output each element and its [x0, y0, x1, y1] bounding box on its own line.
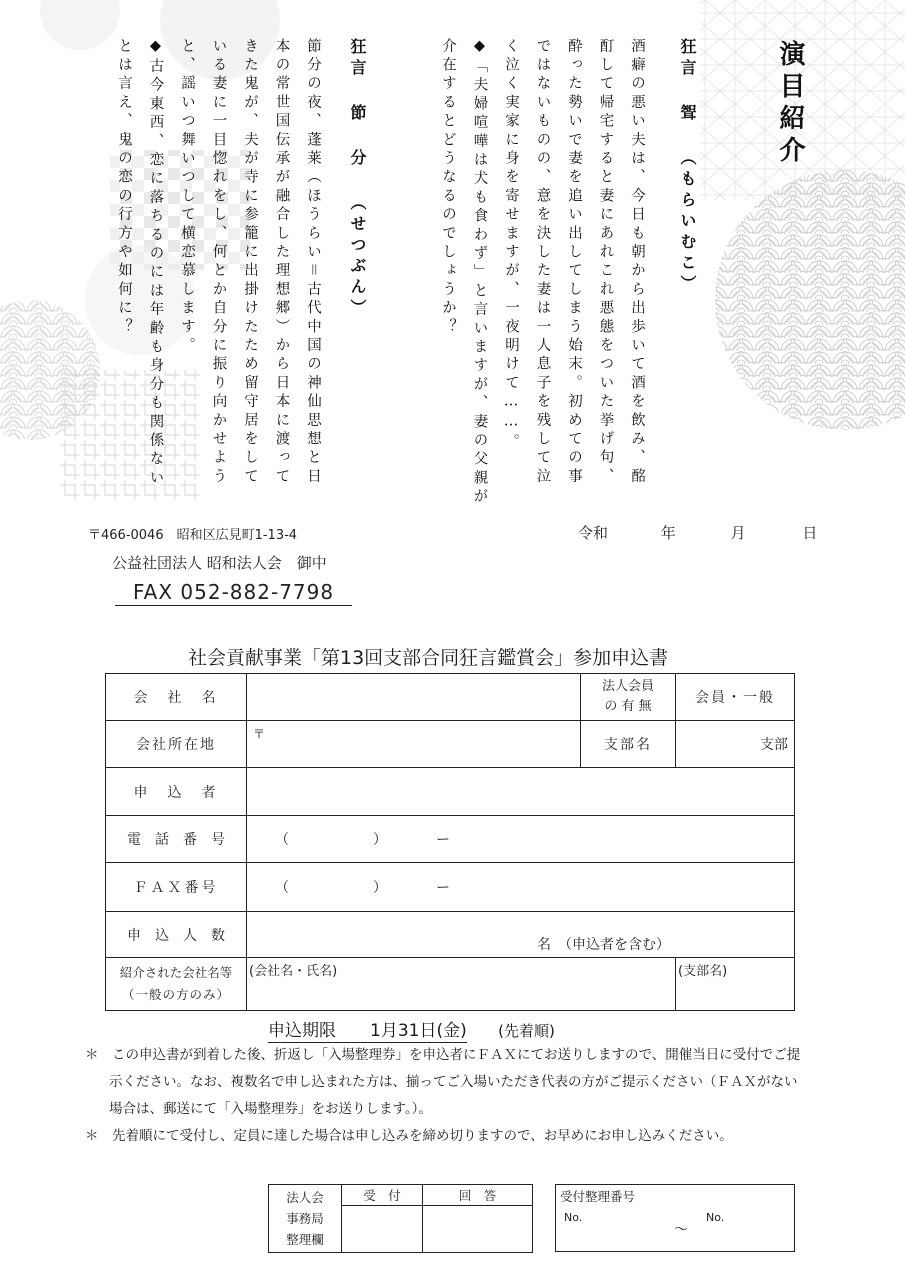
- intro-label-line2: （一般の方のみ）: [121, 987, 230, 1002]
- company-field[interactable]: [247, 674, 581, 721]
- reply-cell[interactable]: [423, 1185, 533, 1253]
- count-field[interactable]: [247, 912, 795, 958]
- intro-label-line1: 紹介された会社名等: [119, 965, 233, 980]
- phone-field[interactable]: （ ） ー: [247, 816, 795, 863]
- received-label: 受 付: [342, 1185, 422, 1206]
- seigaiha-circle: [715, 170, 905, 430]
- membership-label-line1: 法人会員: [601, 679, 654, 694]
- office-label-3: 整理欄: [286, 1232, 324, 1247]
- branch-label: 支部名: [581, 721, 676, 768]
- form-title: 社会貢献事業「第13回支部合同狂言鑑賞会」参加申込書: [188, 647, 669, 669]
- ticket-tilde: ～: [674, 1222, 688, 1238]
- phone-label: 電 話 番 号: [106, 816, 247, 863]
- fax-field[interactable]: （ ） ー: [247, 863, 795, 912]
- intro-company-label: (会社名・氏名): [249, 964, 338, 979]
- ticket-number-cell[interactable]: [556, 1185, 795, 1252]
- ticket-no-to: No.: [706, 1211, 725, 1224]
- play1-title: 狂言 聟 （もらいむこ）: [678, 38, 697, 296]
- office-label-2: 事務局: [286, 1211, 324, 1226]
- date-line: [578, 522, 817, 543]
- date-month: 月: [730, 524, 746, 542]
- application-form: [105, 673, 795, 1011]
- count-suffix: 名 （申込者を含む）: [537, 937, 670, 953]
- intro-company-field[interactable]: [247, 958, 676, 1011]
- section-title: 演目紹介: [775, 40, 805, 168]
- date-day: 日: [802, 524, 818, 542]
- intro-branch-label: (支部名): [678, 964, 728, 979]
- office-use-box: [268, 1184, 533, 1253]
- membership-label: [581, 674, 676, 721]
- play2-title: 狂言 節 分 （せつぶん）: [348, 38, 367, 320]
- membership-label-line2: の 有 無: [604, 699, 652, 714]
- play1-body: 酒癖の悪い夫は、今日も朝から出歩いて酒を飲み、酩 酊して帰宅すると妻にあれこれ悪態をついた挙げ句、 酔った勢いで妻を追い出してしまう始末。初めての事 ではないものの、意を決した妻は一人息子を残して泣 く泣く実家に身を寄せますが、一夜明けて……。 ◆「夫婦喧嘩は犬も食わず」と言いますが、妻の父親が 介在するとどうなるのでしょうか？: [440, 38, 645, 507]
- fax-label: ＦＡＸ番号: [106, 863, 247, 912]
- note-1: ＊ この申込書が到着した後、折返し「入場整理券」を申込者にＦＡＸにてお送りしますので、開催当日に受付でご提示ください。なお、複数名で申し込まれた方は、揃ってご入場いただき代表の方がご提示ください（ＦＡＸがない場合は、郵送にて「入場整理券」をお送りします。）。: [85, 1047, 801, 1117]
- notes: [85, 1042, 805, 1150]
- deadline: [268, 1016, 555, 1041]
- reply-label: 回 答: [423, 1185, 532, 1206]
- deadline-note: (先着順): [498, 1022, 555, 1040]
- fax-number: FAX 052-882-7798: [115, 580, 352, 606]
- intro-branch-field[interactable]: [676, 958, 795, 1011]
- received-cell[interactable]: [342, 1185, 423, 1253]
- ticket-number-label: 受付整理番号: [560, 1189, 636, 1204]
- applicant-label: 申 込 者: [106, 768, 247, 816]
- address-field[interactable]: [247, 721, 581, 768]
- office-label-1: 法人会: [286, 1190, 324, 1205]
- count-label: 申 込 人 数: [106, 912, 247, 958]
- play2-body: 節分の夜、蓬莱（ほうらい＝古代中国の神仙思想と日 本の常世国伝承が融合した理想郷）から日本に渡って きた鬼が、夫が寺に参籠に出掛けたため留守居をして いる妻に一目惚れをし、何とか自分に振り向かせよう と、謡いつ舞いつして横恋慕します。 ◆古今東西、恋に落ちるのには年齢も身分も関係ない とは言え、鬼の恋の行方や如何に？: [116, 38, 321, 489]
- office-labels: [269, 1185, 342, 1253]
- applicant-field[interactable]: [247, 768, 795, 816]
- recipient: 公益社団法人 昭和法人会 御中: [112, 554, 327, 572]
- ticket-number-box: [555, 1184, 795, 1252]
- ticket-no-from: No.: [564, 1211, 583, 1224]
- intro-label: [106, 958, 247, 1011]
- branch-field[interactable]: 支部: [676, 721, 795, 768]
- note-2: ＊ 先着順にて受付し、定員に達した場合は申し込みを締め切りますので、お早めにお申し込みください。: [85, 1128, 733, 1144]
- membership-options[interactable]: 会員・一般: [676, 674, 795, 721]
- postal-mark: 〒: [253, 727, 266, 741]
- deadline-text: 申込期限 1月31日(金): [268, 1021, 467, 1041]
- address-label: 会社所在地: [106, 721, 247, 768]
- date-era: 令和: [578, 524, 609, 542]
- date-year: 年: [660, 524, 676, 542]
- company-label: 会 社 名: [106, 674, 247, 721]
- postal-address: 〒466-0046 昭和区広見町1-13-4: [88, 528, 298, 543]
